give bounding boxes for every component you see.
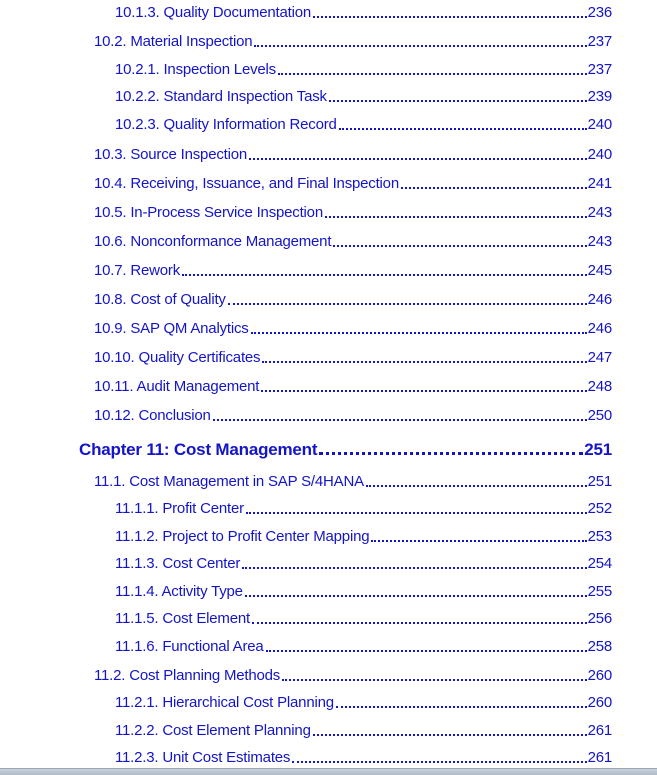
- toc-title: Cost Management in SAP S/4HANA: [129, 473, 364, 490]
- dot-leader: [228, 303, 587, 305]
- toc-number: 11.1.1.: [115, 500, 159, 517]
- toc-entry-10-12[interactable]: [94, 407, 612, 425]
- toc-number: 11.1.4.: [115, 583, 159, 600]
- toc-entry-10-9[interactable]: [94, 320, 612, 338]
- toc-page: 243: [587, 204, 612, 221]
- toc-title: Cost Center: [162, 555, 241, 572]
- toc-number: 10.7.: [94, 262, 127, 279]
- toc-page: 260: [587, 694, 612, 711]
- dot-leader: [329, 100, 587, 102]
- toc-title: Profit Center: [162, 500, 244, 517]
- toc-number: 10.3.: [94, 146, 127, 163]
- toc-title: Cost Planning Methods: [129, 667, 281, 684]
- toc-number: 11.2.2.: [115, 722, 159, 739]
- toc-number: 10.4.: [94, 175, 127, 192]
- dot-leader: [319, 452, 583, 455]
- toc-page: 261: [587, 749, 612, 766]
- toc-page: 260: [587, 667, 612, 684]
- dot-leader: [401, 187, 587, 189]
- toc-chapter-11[interactable]: [79, 441, 612, 459]
- toc-entry-10-3[interactable]: [94, 146, 612, 164]
- dot-leader: [339, 128, 587, 130]
- toc-page: 240: [587, 116, 612, 133]
- toc-page: 237: [587, 33, 612, 50]
- toc-number: 10.6.: [94, 233, 127, 250]
- toc-title: Activity Type: [161, 583, 243, 600]
- toc-title: Source Inspection: [130, 146, 248, 163]
- toc-title: Quality Certificates: [138, 349, 261, 366]
- toc-title: Cost Management: [173, 440, 318, 459]
- toc-entry-11-2-3[interactable]: [115, 749, 612, 767]
- toc-title: Functional Area: [162, 638, 264, 655]
- toc-entry-11-1[interactable]: [94, 473, 612, 491]
- toc-number: 11.1.6.: [115, 638, 159, 655]
- toc-title: Inspection Levels: [163, 61, 276, 78]
- window-bottom-edge: [0, 768, 657, 775]
- dot-leader: [266, 650, 587, 652]
- toc-page: 255: [587, 583, 612, 600]
- dot-leader: [333, 245, 586, 247]
- dot-leader: [313, 16, 587, 18]
- toc-entry-11-1-5[interactable]: [115, 610, 612, 628]
- toc-number: 11.2.3.: [115, 749, 159, 766]
- toc-number: 11.1.3.: [115, 555, 159, 572]
- toc-number: 11.1.: [94, 473, 126, 490]
- toc-page: 246: [587, 320, 612, 337]
- dot-leader: [278, 73, 587, 75]
- toc-number: Chapter 11:: [79, 440, 170, 459]
- toc-page: 252: [587, 500, 612, 517]
- toc-page: 261: [587, 722, 612, 739]
- toc-title: Audit Management: [136, 378, 260, 395]
- dot-leader: [336, 706, 587, 708]
- toc-entry-10-1-3[interactable]: [115, 4, 612, 22]
- dot-leader: [245, 595, 587, 597]
- toc-number: 10.5.: [94, 204, 127, 221]
- toc-page: 250: [587, 407, 612, 424]
- toc-entry-11-2-1[interactable]: [115, 694, 612, 712]
- toc-number: 11.1.2.: [115, 528, 159, 545]
- toc-page: 245: [587, 262, 612, 279]
- toc-page: 258: [587, 638, 612, 655]
- toc-entry-11-1-2[interactable]: [115, 528, 612, 546]
- dot-leader: [246, 512, 587, 514]
- toc-entry-11-2[interactable]: [94, 667, 612, 685]
- toc-number: 10.10.: [94, 349, 135, 366]
- toc-number: 10.2.3.: [115, 116, 160, 133]
- toc-number: 10.2.2.: [115, 88, 160, 105]
- toc-entry-10-2-3[interactable]: [115, 116, 612, 134]
- toc-title: Conclusion: [138, 407, 211, 424]
- toc-page: 237: [587, 61, 612, 78]
- toc-page: 251: [584, 440, 612, 459]
- toc-title: Nonconformance Management: [130, 233, 332, 250]
- toc-page: 236: [587, 4, 612, 21]
- toc-entry-11-1-4[interactable]: [115, 583, 612, 601]
- dot-leader: [292, 761, 586, 763]
- toc-page: 246: [587, 291, 612, 308]
- toc-entry-10-7[interactable]: [94, 262, 612, 280]
- toc-entry-11-1-1[interactable]: [115, 500, 612, 518]
- toc-title: Rework: [130, 262, 180, 279]
- toc-number: 10.2.1.: [115, 61, 160, 78]
- toc-number: 10.12.: [94, 407, 135, 424]
- toc-entry-10-4[interactable]: [94, 175, 612, 193]
- toc-entry-10-2-1[interactable]: [115, 61, 612, 79]
- toc-page: 256: [587, 610, 612, 627]
- toc-entry-11-1-3[interactable]: [115, 555, 612, 573]
- toc-entry-10-10[interactable]: [94, 349, 612, 367]
- dot-leader: [325, 216, 587, 218]
- toc-entry-11-2-2[interactable]: [115, 722, 612, 740]
- toc-title: Quality Information Record: [163, 116, 337, 133]
- toc-page: 254: [587, 555, 612, 572]
- toc-page: 248: [587, 378, 612, 395]
- toc-number: 10.11.: [94, 378, 134, 395]
- toc-entry-10-11[interactable]: [94, 378, 612, 396]
- dot-leader: [242, 567, 586, 569]
- toc-entry-10-8[interactable]: [94, 291, 612, 309]
- toc-page: 253: [587, 528, 612, 545]
- toc-title: Standard Inspection Task: [163, 88, 327, 105]
- toc-title: Quality Documentation: [163, 4, 311, 21]
- dot-leader: [213, 419, 587, 421]
- toc-entry-10-5[interactable]: [94, 204, 612, 222]
- dot-leader: [182, 274, 587, 276]
- dot-leader: [371, 540, 586, 542]
- toc-page: 240: [587, 146, 612, 163]
- dot-leader: [261, 390, 586, 392]
- toc-number: 11.2.1.: [115, 694, 159, 711]
- toc-page: 243: [587, 233, 612, 250]
- toc-entry-10-6[interactable]: [94, 233, 612, 251]
- dot-leader: [249, 158, 587, 160]
- toc-number: 10.8.: [94, 291, 127, 308]
- dot-leader: [282, 679, 586, 681]
- toc-title: Hierarchical Cost Planning: [162, 694, 334, 711]
- toc-page: 247: [587, 349, 612, 366]
- toc-number: 11.2.: [94, 667, 126, 684]
- toc-title: Project to Profit Center Mapping: [162, 528, 370, 545]
- toc-number: 10.9.: [94, 320, 127, 337]
- toc-number: 10.1.3.: [115, 4, 160, 21]
- toc-title: Cost Element: [162, 610, 250, 627]
- toc-title: Receiving, Issuance, and Final Inspection: [130, 175, 399, 192]
- dot-leader: [366, 485, 587, 487]
- toc-page: 239: [587, 88, 612, 105]
- dot-leader: [251, 332, 587, 334]
- dot-leader: [262, 361, 586, 363]
- dot-leader: [252, 622, 587, 624]
- toc-entry-11-1-6[interactable]: [115, 638, 612, 656]
- toc-entry-10-2-2[interactable]: [115, 88, 612, 106]
- toc-title: Cost Element Planning: [162, 722, 311, 739]
- toc-number: 11.1.5.: [115, 610, 159, 627]
- dot-leader: [254, 45, 586, 47]
- toc-title: Unit Cost Estimates: [162, 749, 291, 766]
- toc-title: Material Inspection: [130, 33, 253, 50]
- toc-page: 241: [587, 175, 612, 192]
- dot-leader: [313, 734, 587, 736]
- toc-title: In-Process Service Inspection: [130, 204, 323, 221]
- toc-entry-10-2[interactable]: [94, 33, 612, 51]
- toc-title: Cost of Quality: [130, 291, 226, 308]
- toc-page: 251: [587, 473, 612, 490]
- toc-number: 10.2.: [94, 33, 127, 50]
- toc-title: SAP QM Analytics: [130, 320, 249, 337]
